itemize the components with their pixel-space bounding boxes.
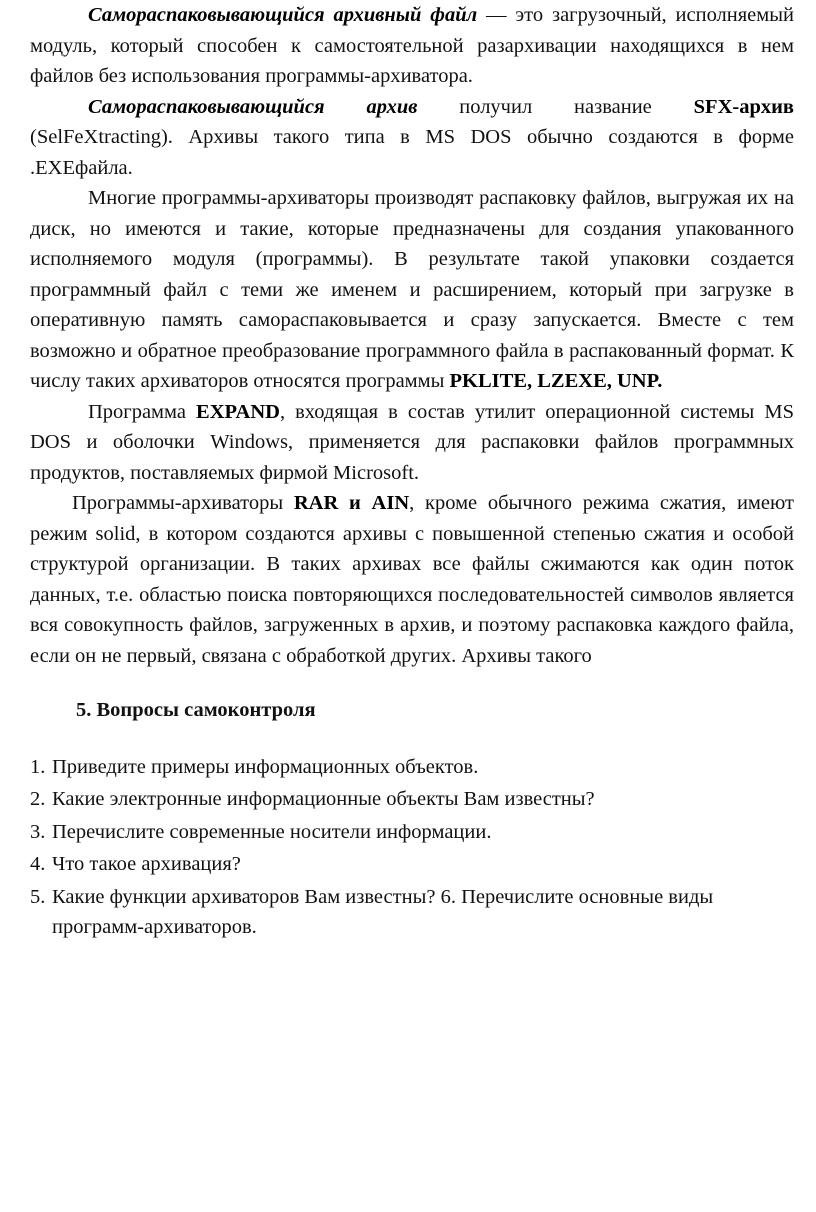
program-expand: EXPAND (196, 400, 280, 423)
list-item (30, 752, 794, 783)
paragraph-text: получил название (417, 95, 694, 118)
term-sfx-archive: SFX-архив (693, 95, 794, 118)
list-item (30, 849, 794, 880)
item-text: Приведите примеры информационных объектов. (52, 755, 479, 778)
program-rar-ain: RAR и AIN (293, 492, 410, 514)
term-self-extracting-archive: Самораспаковывающийся архив (88, 95, 418, 118)
list-item (30, 882, 794, 943)
item-number: 2. (30, 788, 46, 810)
program-names: PKLITE, LZEXE, UNP. (449, 370, 663, 392)
item-number: 3. (30, 820, 46, 843)
paragraph-solid-mode (30, 488, 794, 671)
paragraph-text: , кроме обычного режима сжатия, имеют режим solid, в котором создаются архивы с повышенной степенью сжатия и особой структурой организации. В таких архивах все файлы сжимаются как один поток данных, т.е. областью поиска повторяющихся последовательностей символов является вся совокупность файлов, загруженных в архив, и поэтому распаковка каждого файла, если он не первый, связана с обработкой других. Архивы такого (30, 492, 794, 667)
item-number: 4. (30, 853, 46, 875)
paragraph-expand (30, 397, 794, 489)
item-text: Перечислите современные носители информации. (52, 820, 492, 843)
questions-list (30, 752, 794, 943)
paragraph-text: Программы-архиваторы (72, 492, 294, 514)
paragraph-text: — это загрузочный, исполняемый модуль, который способен к самостоятельной разархивации находящихся в нем файлов без использования программы-архиватора. (30, 4, 794, 87)
paragraph-text: Многие программы-архиваторы производят распаковку файлов, выгружая их на диск, но имеются и такие, которые предназначены для создания упакованного исполняемого модуля (программы). В результате такой упаковки создается программный файл с теми же именем и расширением, который при загрузке в оперативную память самораспаковывается и сразу запускается. Вместе с тем возможно и обратное преобразование программного файла в распакованный формат. К числу таких архиваторов относятся программы (30, 187, 794, 392)
term-self-extracting-file: Самораспаковывающийся архивный файл (88, 4, 478, 26)
item-text: Какие электронные информационные объекты Вам известны? (52, 788, 595, 810)
item-number: 5. (30, 885, 46, 908)
document-page (30, 0, 794, 945)
list-item (30, 817, 794, 848)
paragraph-text: , входящая в состав утилит операционной системы MS DOS и оболочки Windows, применяется для распаковки файлов программных продуктов, поставляемых фирмой Microsoft. (30, 400, 794, 484)
item-text: Какие функции архиваторов Вам известны? 6. Перечислите основные виды программ-архиваторов. (52, 885, 714, 938)
paragraph-sfx-archive (30, 92, 794, 184)
item-text: Что такое архивация? (52, 853, 241, 875)
paragraph-text: Программа (88, 400, 197, 423)
paragraph-sfx-file (30, 0, 794, 92)
list-item (30, 784, 794, 815)
paragraph-text: (SelFeXtracting). Архивы такого типа в MS DOS обычно создаются в форме .EXEфайла. (30, 126, 794, 179)
section-heading: 5. Вопросы самоконтроля (76, 699, 316, 721)
item-number: 1. (30, 755, 46, 778)
paragraph-archivers (30, 183, 794, 397)
